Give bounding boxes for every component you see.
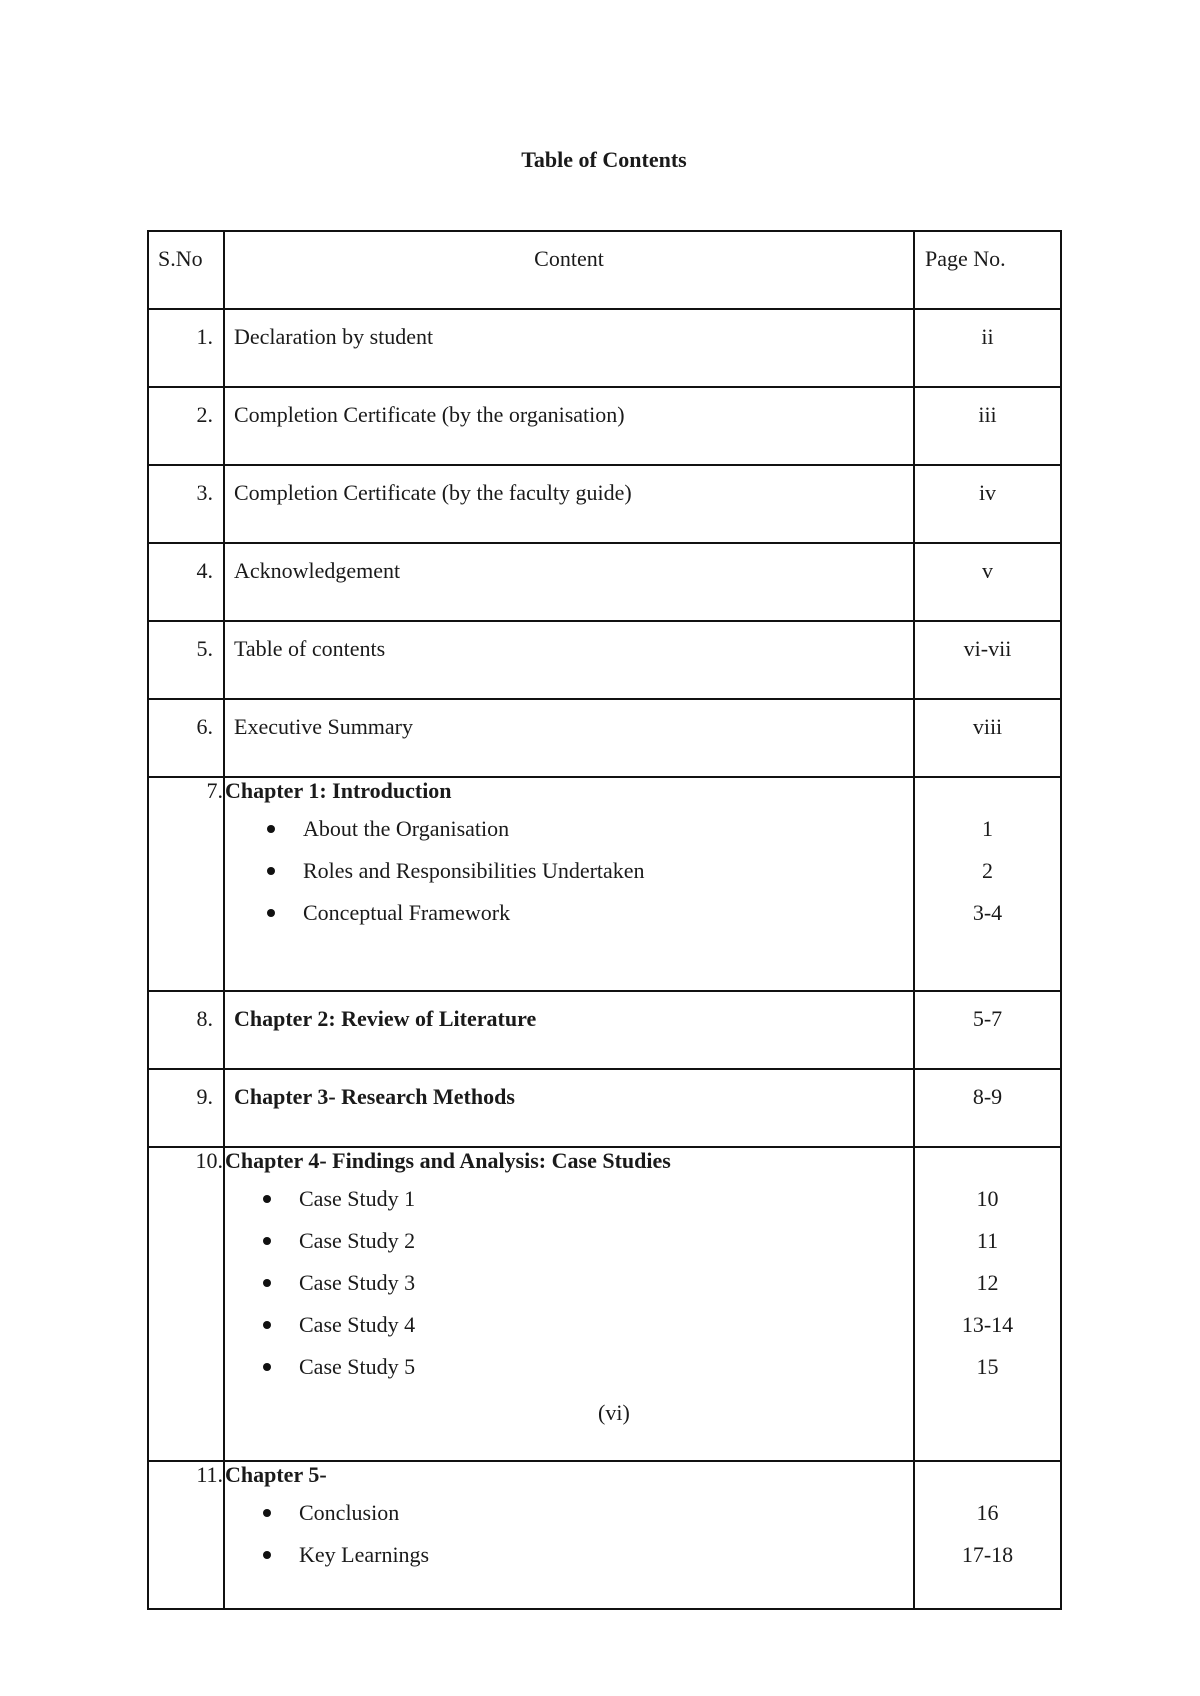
item-page: 2	[982, 858, 993, 883]
row-page: vi-vii	[914, 621, 1061, 699]
row-sno: 1.	[148, 309, 224, 387]
list-item	[225, 1178, 913, 1220]
row-page: viii	[914, 699, 1061, 777]
list-item-label: Case Study 5	[299, 1354, 416, 1379]
row-page: iv	[914, 465, 1061, 543]
table-header-row	[148, 231, 1061, 309]
row-content: Table of contents	[224, 621, 914, 699]
chapter-5-title: Chapter 5-	[225, 1462, 327, 1487]
chapter-4-pages	[914, 1147, 1061, 1461]
row-sno: 10.	[148, 1147, 224, 1461]
list-item-label: Conceptual Framework	[303, 900, 511, 925]
chapter-5-content	[224, 1461, 914, 1609]
list-item-label: Case Study 1	[299, 1186, 416, 1211]
item-page: 1	[982, 816, 993, 841]
table-row	[148, 699, 1061, 777]
row-sno: 5.	[148, 621, 224, 699]
row-sno: 4.	[148, 543, 224, 621]
chapter-1-title: Chapter 1: Introduction	[225, 778, 452, 803]
row-content: Acknowledgement	[224, 543, 914, 621]
chapter-4-content	[224, 1147, 914, 1461]
chapter-1-content	[224, 777, 914, 991]
list-item	[225, 850, 913, 892]
chapter-5-row	[148, 1461, 1061, 1609]
item-page: 12	[976, 1270, 999, 1295]
row-sno: 2.	[148, 387, 224, 465]
list-item-label: Case Study 4	[299, 1312, 416, 1337]
chapter-4-list	[225, 1178, 913, 1388]
item-page: 10	[976, 1186, 999, 1211]
page-title: Table of Contents	[521, 147, 687, 172]
page-number-marker: (vi)	[598, 1400, 630, 1425]
bullet-icon	[263, 1279, 271, 1287]
row-page: 8-9	[914, 1069, 1061, 1147]
chapter-3-row	[148, 1069, 1061, 1147]
bullet-icon	[267, 867, 275, 875]
item-page: 15	[976, 1354, 999, 1379]
list-item	[225, 1262, 913, 1304]
list-item-label: Roles and Responsibilities Undertaken	[303, 858, 645, 883]
table-row	[148, 621, 1061, 699]
header-sno: S.No	[148, 231, 224, 309]
list-item-label: About the Organisation	[303, 816, 510, 841]
list-item-label: Key Learnings	[299, 1542, 430, 1567]
chapter-3-title: Chapter 3- Research Methods	[224, 1069, 914, 1147]
table-row	[148, 309, 1061, 387]
chapter-5-pages	[914, 1461, 1061, 1609]
header-content: Content	[224, 231, 914, 309]
table-row	[148, 543, 1061, 621]
item-page: 17-18	[961, 1542, 1014, 1567]
bullet-icon	[263, 1237, 271, 1245]
row-sno: 7.	[148, 777, 224, 991]
row-sno: 9.	[148, 1069, 224, 1147]
list-item-label: Case Study 2	[299, 1228, 416, 1253]
list-item	[225, 808, 913, 850]
item-page: 16	[976, 1500, 999, 1525]
row-sno: 6.	[148, 699, 224, 777]
header-page: Page No.	[914, 231, 1061, 309]
list-item	[225, 1534, 913, 1576]
chapter-1-pages	[914, 777, 1061, 991]
bullet-icon	[263, 1195, 271, 1203]
bullet-icon	[263, 1363, 271, 1371]
list-item	[225, 1304, 913, 1346]
row-content: Declaration by student	[224, 309, 914, 387]
bullet-icon	[267, 825, 275, 833]
row-content: Completion Certificate (by the faculty guide)	[224, 465, 914, 543]
chapter-2-row	[148, 991, 1061, 1069]
bullet-icon	[267, 909, 275, 917]
list-item-label: Case Study 3	[299, 1270, 416, 1295]
list-item	[225, 1492, 913, 1534]
row-sno: 8.	[148, 991, 224, 1069]
table-row	[148, 387, 1061, 465]
row-page: iii	[914, 387, 1061, 465]
item-page: 3-4	[972, 900, 1003, 925]
bullet-icon	[263, 1321, 271, 1329]
chapter-2-title: Chapter 2: Review of Literature	[224, 991, 914, 1069]
list-item	[225, 892, 913, 934]
list-item	[225, 1220, 913, 1262]
row-page: 5-7	[914, 991, 1061, 1069]
chapter-5-list	[225, 1492, 913, 1576]
table-row	[148, 465, 1061, 543]
list-item	[225, 1346, 913, 1388]
item-page: 13-14	[961, 1312, 1014, 1337]
row-content: Executive Summary	[224, 699, 914, 777]
bullet-icon	[263, 1509, 271, 1517]
row-sno: 3.	[148, 465, 224, 543]
list-item-label: Conclusion	[299, 1500, 400, 1525]
row-content: Completion Certificate (by the organisation)	[224, 387, 914, 465]
chapter-1-list	[225, 808, 913, 934]
chapter-4-title: Chapter 4- Findings and Analysis: Case Studies	[225, 1148, 671, 1173]
row-sno: 11.	[148, 1461, 224, 1609]
chapter-1-row	[148, 777, 1061, 991]
row-page: v	[914, 543, 1061, 621]
row-page: ii	[914, 309, 1061, 387]
item-page: 11	[976, 1228, 999, 1253]
bullet-icon	[263, 1551, 271, 1559]
